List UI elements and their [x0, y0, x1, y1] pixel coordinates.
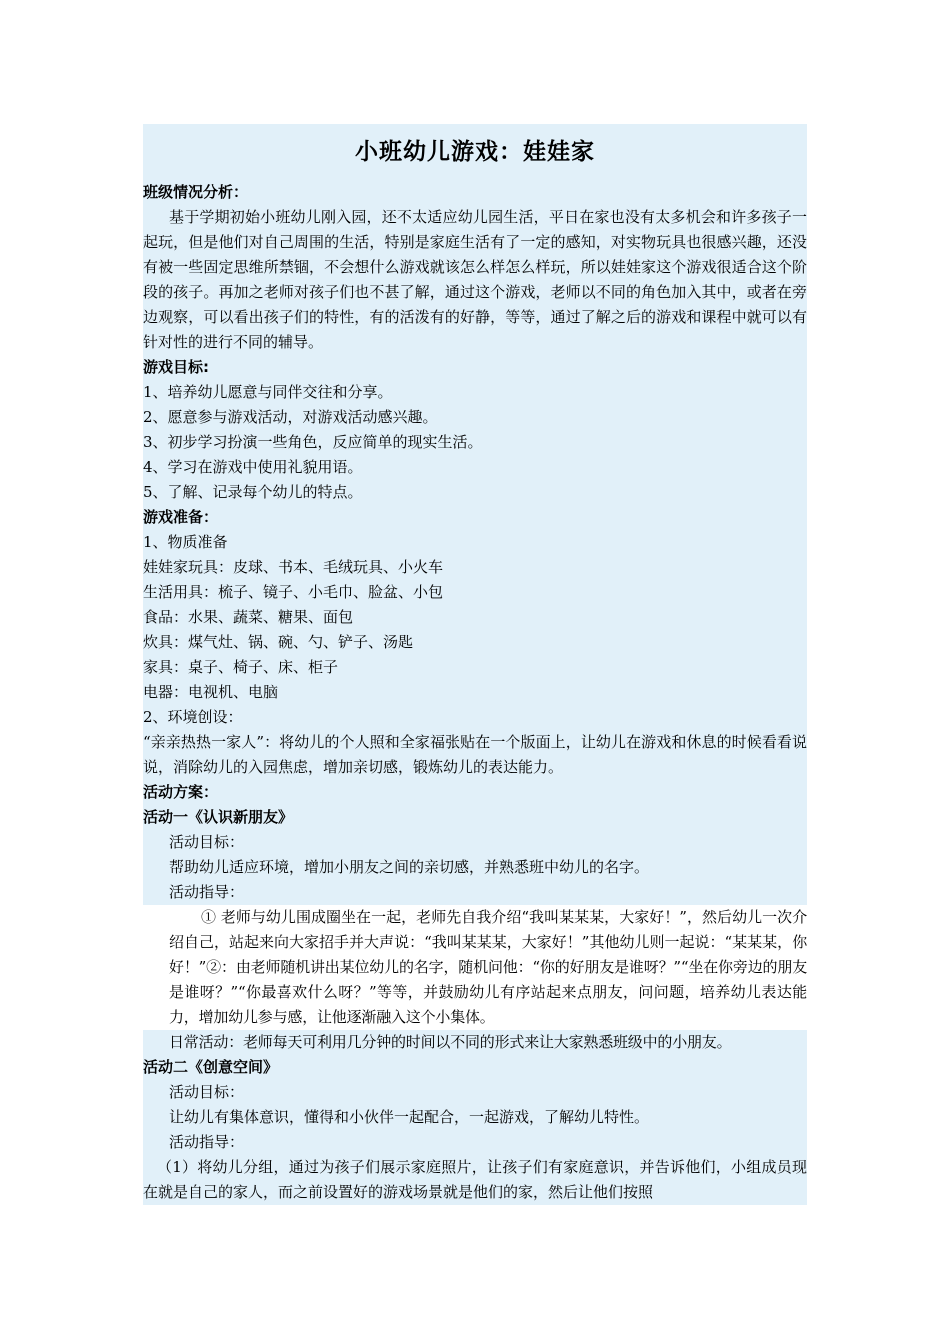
activity-two-goal-label: 活动目标： — [169, 1083, 245, 1101]
prep-item: 家具：桌子、椅子、床、柜子 — [143, 658, 339, 676]
activity-one-guide-text: ① 老师与幼儿围成圈坐在一起，老师先自我介绍“我叫某某某，大家好！”，然后幼儿一次介绍自己，站起来向大家招手并大声说：“我叫某某某，大家好！”其他幼儿则一起说：“某某某，你好！”②：由老师随机讲出某位幼儿的名字，随机问他：“你的好朋友是谁呀？”“坐在你旁边的朋友是谁呀？”“你最喜欢什么呀？”等等，并鼓励幼儿有序站起来点朋友，问问题，培养幼儿表达能力，增加幼儿参与感，让他逐渐融入这个小集体。 — [143, 905, 807, 1030]
prep-item: 炊具：煤气灶、锅、碗、勺、铲子、汤匙 — [143, 633, 414, 651]
goals-heading: 游戏目标: — [143, 358, 209, 376]
document-body — [143, 124, 807, 1205]
activity-one-daily-text: 日常活动：老师每天可利用几分钟的时间以不同的形式来让大家熟悉班级中的小朋友。 — [169, 1033, 732, 1051]
activity-two-goal-text: 让幼儿有集体意识，懂得和小伙伴一起配合，一起游戏，了解幼儿特性。 — [169, 1108, 650, 1126]
environment-paragraph: “亲亲热热一家人”：将幼儿的个人照和全家福张贴在一个版面上，让幼儿在游戏和休息的时候看看说说，消除幼儿的入园焦虑，增加亲切感，锻炼幼儿的表达能力。 — [143, 733, 807, 776]
prep-heading: 游戏准备： — [143, 508, 219, 526]
activity-two-guide-text: （1）将幼儿分组，通过为孩子们展示家庭照片，让孩子们有家庭意识，并告诉他们，小组成员现在就是自己的家人，而之前设置好的游戏场景就是他们的家，然后让他们按照 — [143, 1158, 807, 1201]
prep-subheading: 2、环境创设： — [143, 708, 243, 726]
analysis-heading: 班级情况分析： — [143, 183, 249, 201]
activity-one-title: 活动一《认识新朋友》 — [143, 808, 294, 826]
prep-subheading: 1、物质准备 — [143, 533, 228, 551]
activity-one-guide-block — [143, 905, 807, 1030]
goal-item: 4、学习在游戏中使用礼貌用语。 — [143, 458, 363, 476]
page-title: 小班幼儿游戏：娃娃家 — [355, 139, 595, 165]
prep-item: 娃娃家玩具：皮球、书本、毛绒玩具、小火车 — [143, 558, 444, 576]
prep-item: 生活用具：梳子、镜子、小毛巾、脸盆、小包 — [143, 583, 444, 601]
activity-one-goal-label: 活动目标： — [169, 833, 245, 851]
activity-two-guide-label: 活动指导： — [169, 1133, 245, 1151]
goal-item: 3、初步学习扮演一些角色，反应简单的现实生活。 — [143, 433, 483, 451]
goal-item: 5、了解、记录每个幼儿的特点。 — [143, 483, 363, 501]
prep-item: 电器：电视机、电脑 — [143, 683, 279, 701]
plan-heading: 活动方案： — [143, 783, 219, 801]
activity-one-goal-text: 帮助幼儿适应环境，增加小朋友之间的亲切感，并熟悉班中幼儿的名字。 — [169, 858, 650, 876]
activity-one-guide-label: 活动指导： — [169, 883, 245, 901]
goal-item: 2、愿意参与游戏活动，对游戏活动感兴趣。 — [143, 408, 438, 426]
activity-two-title: 活动二《创意空间》 — [143, 1058, 279, 1076]
analysis-paragraph: 基于学期初始小班幼儿刚入园，还不太适应幼儿园生活，平日在家也没有太多机会和许多孩子一起玩，但是他们对自己周围的生活，特别是家庭生活有了一定的感知，对实物玩具也很感兴趣，还没有被一些固定思维所禁锢，不会想什么游戏就该怎么样怎么样玩，所以娃娃家这个游戏很适合这个阶段的孩子。再加之老师对孩子们也不甚了解，通过这个游戏，老师以不同的角色加入其中，或者在旁边观察，可以看出孩子们的特性，有的活泼有的好静，等等，通过了解之后的游戏和课程中就可以有针对性的进行不同的辅导。 — [143, 208, 807, 351]
goal-item: 1、培养幼儿愿意与同伴交往和分享。 — [143, 383, 393, 401]
prep-item: 食品：水果、蔬菜、糖果、面包 — [143, 608, 354, 626]
